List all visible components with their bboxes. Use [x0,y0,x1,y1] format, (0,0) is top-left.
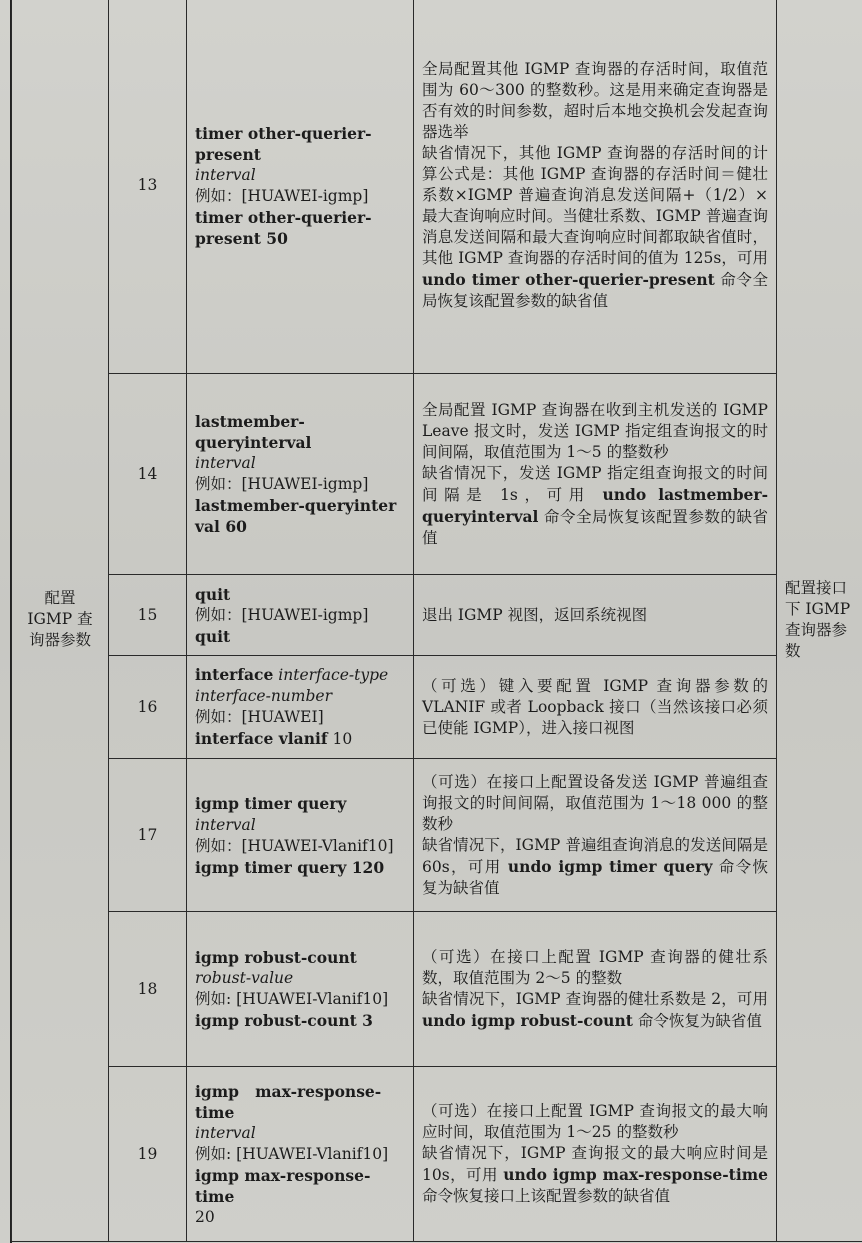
example-command: timer other-querier-present 50 [195,207,372,248]
command-cell [187,656,414,759]
example-value: 20 [195,1207,215,1226]
command-cell [187,759,414,912]
description-text: 全局配置其他 IGMP 查询器的存活时间，取值范围为 60～300 的整数秒。这是用来确定查询器是否有效的时间参数，超时后本地交换机会发起查询器选举 [422,60,768,141]
command-keyword: quit [195,584,231,604]
step-number: 15 [109,575,187,656]
view-cell [777,0,862,1242]
description-cell [414,759,777,912]
description-cell [414,0,777,374]
example-command: interface vlanif 10 [195,729,353,748]
description-text: （可选）在接口上配置设备发送 IGMP 普遍组查询报文的时间间隔，取值范围为 1～18 000 的整数秒 [422,772,768,833]
example-command: igmp robust-count 3 [195,1011,373,1030]
command-cell [187,575,414,656]
step-number: 17 [109,759,187,912]
command-keyword: lastmember-queryinterval [195,412,312,452]
command-keyword: timer other-querier-present [195,123,372,164]
command-table [11,0,862,1242]
command-keyword: igmp robust-count [195,948,357,967]
table-row [12,912,862,1067]
default-note: 缺省情况下，发送 IGMP 指定组查询报文的时间间隔是 1s，可用 undo lastmember-queryinterval 命令全局恢复该配置参数的缺省值 [422,463,769,547]
task-cell [12,0,109,1242]
command-param: interval [195,454,256,472]
example-prefix: 例如: [HUAWEI-Vlanif10] [195,990,389,1008]
example-command: igmp max-response-time [195,1165,371,1206]
example-prefix: 例如: [HUAWEI-Vlanif10] [195,1144,389,1163]
table-row [12,759,862,912]
default-note: 缺省情况下，IGMP 普遍组查询消息的发送间隔是 60s，可用 undo igmp timer query 命令恢复为缺省值 [422,835,768,897]
step-number: 14 [109,374,187,575]
description-text: （可选）键入要配置 IGMP 查询器参数的 VLANIF 或者 Loopback 接口（当然该接口必须已使能 IGMP），进入接口视图 [422,676,768,737]
table-row [12,374,862,575]
example-command: lastmember-queryinter val 60 [195,496,397,536]
command-line: igmp timer query interval [195,793,347,834]
default-note: 缺省情况下，其他 IGMP 查询器的存活时间的计算公式是：其他 IGMP 查询器的存活时间＝健壮系数×IGMP 普遍查询消息发送间隔+（1/2）×最大查询响应时间。当健壮系数、IGMP 普遍查询消息发送间隔和最大查询响应时间都取缺省值时，其他 IGMP 查询器的存活时间的值为 125s，可用 undo timer other-querier-present 命令全局恢复该配置参数的缺省值 [422,144,768,310]
command-cell [187,0,414,374]
table-row [12,1067,862,1242]
example-prefix: 例如：[HUAWEI-igmp] [195,605,369,624]
step-number: 13 [109,0,187,374]
example-command: igmp timer query 120 [195,857,385,877]
command-cell [187,912,414,1067]
example-command: quit [195,626,231,646]
default-note: 缺省情况下，IGMP 查询报文的最大响应时间是 10s，可用 undo igmp max-response-time 命令恢复接口上该配置参数的缺省值 [422,1144,768,1205]
command-param: interval [195,165,256,184]
description-cell [414,1067,777,1242]
table-row [12,656,862,759]
description-text: （可选）在接口上配置 IGMP 查询报文的最大响应时间，取值范围为 1～25 的整数秒 [422,1102,768,1141]
command-line: interface interface-type interface-number [195,665,389,705]
default-note: 缺省情况下，IGMP 查询器的健壮系数是 2，可用 undo igmp robust-count 命令恢复为缺省值 [422,989,768,1030]
description-cell [414,656,777,759]
step-number: 16 [109,656,187,759]
command-cell [187,374,414,575]
command-keyword: igmp max-response-time [195,1081,382,1122]
example-prefix: 例如：[HUAWEI] [195,708,324,726]
example-prefix: 例如：[HUAWEI-igmp] [195,186,369,205]
step-number: 19 [109,1067,187,1242]
table-row [12,0,862,374]
command-param: interval [195,1123,256,1142]
example-prefix: 例如：[HUAWEI-Vlanif10] [195,836,394,855]
table-row [12,575,862,656]
view-label: 配置接口 下 IGMP 查询器参 数 [785,578,851,660]
description-cell [414,912,777,1067]
description-text: 全局配置 IGMP 查询器在收到主机发送的 IGMP Leave 报文时，发送 IGMP 指定组查询报文的时间间隔，取值范围为 1～5 的整数秒 [422,400,768,461]
command-param: robust-value [195,969,294,987]
command-cell [187,1067,414,1242]
description-text: 退出 IGMP 视图，返回系统视图 [422,605,648,624]
example-prefix: 例如：[HUAWEI-igmp] [195,475,369,493]
task-label: 配置 IGMP 查 询器参数 [27,589,93,649]
description-cell [414,374,777,575]
step-number: 18 [109,912,187,1067]
description-cell [414,575,777,656]
description-text: （可选）在接口上配置 IGMP 查询器的健壮系数，取值范围为 2～5 的整数 [422,947,768,987]
